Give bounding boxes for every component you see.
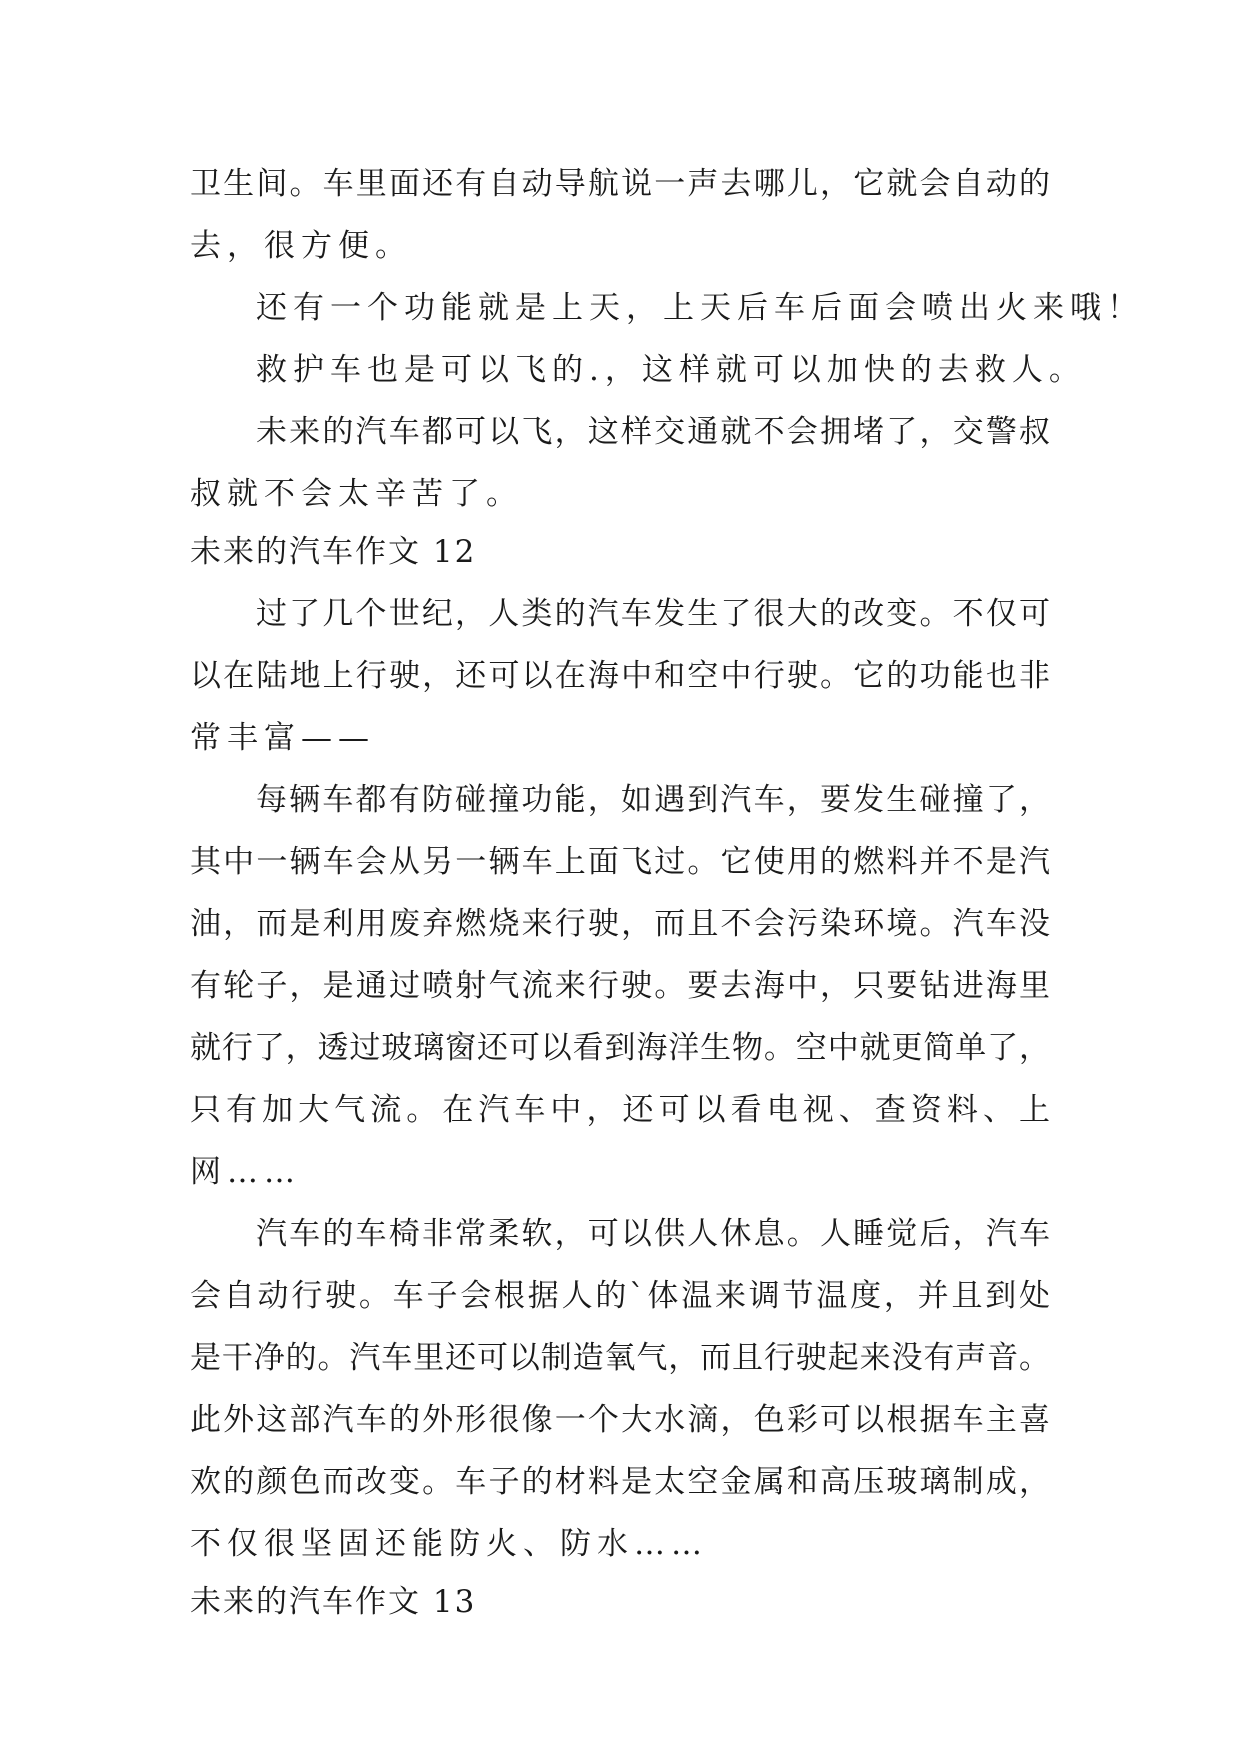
text-line: 汽车的车椅非常柔软，可以供人休息。人睡觉后，汽车 (256, 1216, 1050, 1252)
text-line: 常丰富—— (190, 720, 375, 756)
text-line: 有轮子，是通过喷射气流来行驶。要去海中，只要钻进海里 (190, 968, 1050, 1004)
text-line: 只有加大气流。在汽车中，还可以看电视、查资料、上 (190, 1092, 1050, 1128)
text-line: 叔就不会太辛苦了。 (190, 476, 523, 512)
text-line: 未来的汽车都可以飞，这样交通就不会拥堵了，交警叔 (256, 414, 1050, 450)
text-line: 还有一个功能就是上天，上天后车后面会喷出火来哦！ (256, 290, 1144, 326)
text-line: 此外这部汽车的外形很像一个大水滴，色彩可以根据车主喜 (190, 1402, 1050, 1438)
text-line: 去，很方便。 (190, 228, 412, 264)
text-line: 每辆车都有防碰撞功能，如遇到汽车，要发生碰撞了， (256, 782, 1050, 818)
text-line: 网…… (190, 1154, 301, 1190)
text-line: 会自动行驶。车子会根据人的`体温来调节温度，并且到处 (190, 1278, 1050, 1314)
text-line: 就行了，透过玻璃窗还可以看到海洋生物。空中就更简单了， (190, 1030, 1050, 1066)
text-line: 以在陆地上行驶，还可以在海中和空中行驶。它的功能也非 (190, 658, 1050, 694)
section-heading: 未来的汽车作文 12 (190, 534, 477, 570)
section-heading: 未来的汽车作文 13 (190, 1584, 477, 1620)
text-line: 欢的颜色而改变。车子的材料是太空金属和高压玻璃制成， (190, 1464, 1050, 1500)
text-line: 救护车也是可以飞的.，这样就可以加快的去救人。 (256, 352, 1086, 388)
text-line: 卫生间。车里面还有自动导航说一声去哪儿，它就会自动的 (190, 166, 1050, 202)
text-line: 是干净的。汽车里还可以制造氧气，而且行驶起来没有声音。 (190, 1340, 1050, 1376)
text-line: 过了几个世纪，人类的汽车发生了很大的改变。不仅可 (256, 596, 1050, 632)
text-line: 其中一辆车会从另一辆车上面飞过。它使用的燃料并不是汽 (190, 844, 1050, 880)
text-line: 不仅很坚固还能防火、防水…… (190, 1526, 708, 1562)
text-line: 油，而是利用废弃燃烧来行驶，而且不会污染环境。汽车没 (190, 906, 1050, 942)
